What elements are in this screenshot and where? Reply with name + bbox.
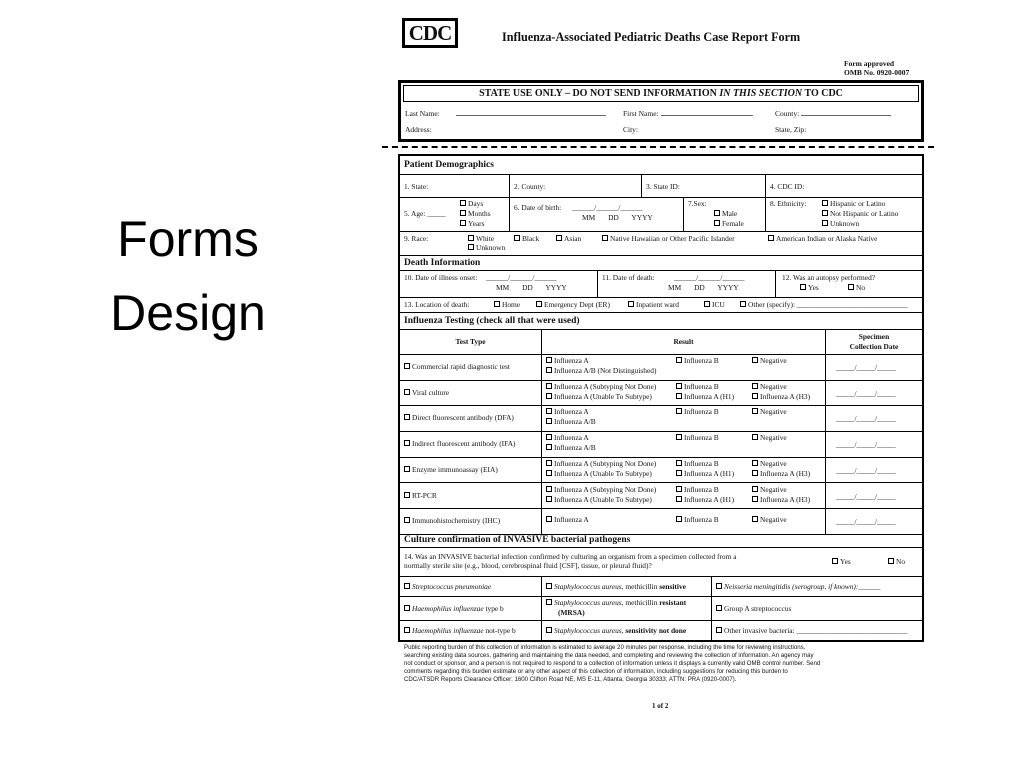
state-zip-label: State, Zip: xyxy=(775,125,807,134)
checkbox[interactable] xyxy=(752,496,758,502)
checkbox[interactable] xyxy=(752,486,758,492)
checkbox[interactable] xyxy=(460,220,466,226)
specimen-date-cell[interactable] xyxy=(826,431,922,457)
checkbox[interactable] xyxy=(714,210,720,216)
demographics-row-2 xyxy=(400,197,922,232)
test-type-label: Viral culture xyxy=(412,387,450,397)
checkbox[interactable] xyxy=(404,363,410,369)
race-asian[interactable]: Asian xyxy=(556,234,581,244)
result-option-label: Influenza A (Subtyping Not Done) xyxy=(554,458,657,468)
result-option-label: Influenza A xyxy=(554,515,589,525)
slide-title-line1: Forms xyxy=(117,211,259,267)
group-a-strep[interactable]: Group A streptococcus xyxy=(712,596,922,620)
checkbox[interactable] xyxy=(546,434,552,440)
checkbox[interactable] xyxy=(822,220,828,226)
checkbox[interactable] xyxy=(546,357,552,363)
burden-line: Public reporting burden of this collection of information is estimated to average 20 minutes per response, including the time for reviewing instructions, xyxy=(404,644,806,651)
specimen-date-cell[interactable] xyxy=(826,354,922,380)
result-option[interactable] xyxy=(752,515,787,525)
specimen-date-blank: _____/_____/_____ xyxy=(836,517,896,527)
result-option[interactable] xyxy=(752,382,787,392)
state-zip-field[interactable] xyxy=(775,125,806,134)
test-type-cell[interactable] xyxy=(400,508,542,534)
checkbox[interactable] xyxy=(546,460,552,466)
q14-line2: normally sterile site (e.g., blood, cerebrospinal fluid [CSF], tissue, or pleural fluid)? xyxy=(404,561,652,570)
result-option[interactable] xyxy=(546,515,589,525)
result-option[interactable] xyxy=(676,485,719,495)
result-option[interactable] xyxy=(546,366,656,376)
age-cell xyxy=(400,197,510,231)
checkbox[interactable] xyxy=(676,408,682,414)
result-option[interactable] xyxy=(752,485,787,495)
dob-blank: ______/______/______ xyxy=(572,203,643,212)
test-type-label: RT-PCR xyxy=(412,490,437,500)
result-option[interactable] xyxy=(546,356,589,366)
test-type-label: Commercial rapid diagnostic test xyxy=(412,362,510,371)
checkbox[interactable] xyxy=(468,244,474,250)
death-date-format: MM DD YYYY xyxy=(668,283,739,292)
form-approval xyxy=(844,59,909,77)
other-invasive-bacteria[interactable]: Other invasive bacteria: ______________________________ xyxy=(712,620,922,640)
testing-heading: Influenza Testing (check all that were used) xyxy=(400,316,922,330)
state-heading-a: STATE USE ONLY – DO NOT SEND INFORMATION xyxy=(479,88,720,99)
q14-yes[interactable]: Yes xyxy=(832,557,851,567)
approved-line1: Form approved xyxy=(844,59,895,68)
checkbox[interactable] xyxy=(716,605,722,611)
checkbox[interactable] xyxy=(740,301,746,307)
checkbox[interactable] xyxy=(556,235,562,241)
death-date-blank: ______/______/______ xyxy=(674,273,745,282)
specimen-date-cell[interactable] xyxy=(826,380,922,406)
first-name-label: First Name: xyxy=(623,109,659,118)
result-option-label: Influenza A (H1) xyxy=(684,468,735,478)
result-option[interactable] xyxy=(546,485,656,495)
neisseria[interactable]: Neisseria meningitidis (serogroup, if known):______ xyxy=(712,576,922,596)
checkbox[interactable] xyxy=(546,583,552,589)
age-years[interactable]: Years xyxy=(460,219,485,229)
culture-row-3 xyxy=(400,620,922,640)
last-name-field[interactable] xyxy=(405,108,606,118)
specimen-date-blank: _____/_____/_____ xyxy=(836,388,896,398)
test-type-cell[interactable] xyxy=(400,380,542,406)
address-label: Address: xyxy=(405,125,432,134)
checkbox[interactable] xyxy=(404,414,410,420)
checkbox[interactable] xyxy=(546,486,552,492)
death-date-cell[interactable] xyxy=(598,271,776,297)
checkbox[interactable] xyxy=(752,434,758,440)
city-label: City: xyxy=(623,125,639,134)
result-option[interactable] xyxy=(546,382,656,392)
checkbox[interactable] xyxy=(460,200,466,206)
checkbox[interactable] xyxy=(628,301,634,307)
culture-row-2 xyxy=(400,596,922,621)
result-option-label: Influenza A (Subtyping Not Done) xyxy=(554,381,657,391)
result-option-label: Influenza A/B xyxy=(554,417,596,427)
checkbox[interactable] xyxy=(768,235,774,241)
case-report-form xyxy=(398,14,924,714)
burden-line: searching existing data sources, gathering and maintaining the data needed, and completing and reviewing the collection of information. An agency may xyxy=(404,652,814,660)
checkbox[interactable] xyxy=(752,460,758,466)
checkbox[interactable] xyxy=(676,383,682,389)
strep-pneumoniae[interactable] xyxy=(400,576,542,596)
age-days[interactable]: Days xyxy=(460,199,483,209)
result-option-label: Influenza B xyxy=(684,407,719,417)
onset-format: MM DD YYYY xyxy=(496,283,567,292)
checkbox[interactable] xyxy=(404,492,410,498)
result-option-label: Influenza A xyxy=(554,433,589,443)
county-field[interactable] xyxy=(775,108,891,118)
result-option-label: Influenza A (H3) xyxy=(760,468,811,478)
sex-label: 7.Sex: xyxy=(688,199,707,208)
result-option[interactable] xyxy=(546,495,652,505)
dob-label: 6. Date of birth: xyxy=(514,203,562,212)
checkbox[interactable] xyxy=(716,627,722,633)
test-type-cell[interactable] xyxy=(400,354,542,380)
result-option-label: Influenza A xyxy=(554,356,589,365)
test-type-cell[interactable] xyxy=(400,457,542,483)
test-type-label: Enzyme immunoassay (EIA) xyxy=(412,464,498,474)
checkbox[interactable] xyxy=(404,627,410,633)
location-icu[interactable]: ICU xyxy=(704,300,725,310)
result-option[interactable] xyxy=(752,495,810,505)
culture-heading: Culture confirmation of INVASIVE bacterial pathogens xyxy=(400,534,922,548)
death-row-1 xyxy=(400,271,922,298)
result-option[interactable] xyxy=(752,433,787,443)
race-black[interactable]: Black xyxy=(514,234,539,244)
result-cell xyxy=(542,354,826,380)
age-label: 5. Age: _____ xyxy=(404,209,446,218)
result-option-label: Influenza A (Unable To Subtype) xyxy=(554,494,652,504)
specimen-date-blank: _____/_____/_____ xyxy=(836,363,896,372)
state-heading-c: TO CDC xyxy=(802,88,843,99)
autopsy-cell xyxy=(776,271,922,297)
test-type-header: Test Type xyxy=(400,330,542,354)
checkbox[interactable] xyxy=(404,440,410,446)
result-cell xyxy=(542,457,826,483)
testing-header-row xyxy=(400,330,922,355)
cdc-logo: CDC xyxy=(402,18,458,48)
result-cell xyxy=(542,405,826,431)
haemophilus-not-type-b[interactable]: Haemophilus influenzae not-type b xyxy=(400,620,542,640)
slide-title xyxy=(90,202,286,350)
county-label: County: xyxy=(775,109,800,118)
checkbox[interactable] xyxy=(546,383,552,389)
race-american-indian[interactable]: American Indian or Alaska Native xyxy=(768,234,877,244)
checkbox[interactable] xyxy=(676,357,682,363)
staph-resistant[interactable]: Staphylococcus aureus, methicillin resistant (MRSA) xyxy=(542,596,712,620)
city-field[interactable] xyxy=(623,125,638,134)
q14-no[interactable]: No xyxy=(888,557,905,567)
result-header: Result xyxy=(542,330,826,354)
staph-sensitivity-not-done[interactable]: Staphylococcus aureus, sensitivity not done xyxy=(542,620,712,640)
result-option[interactable] xyxy=(676,495,734,505)
haemophilus-type-b[interactable]: Haemophilus influenzae type b xyxy=(400,596,542,620)
result-option-label: Influenza A (H3) xyxy=(760,494,811,504)
result-option[interactable] xyxy=(676,382,719,392)
checkbox[interactable] xyxy=(460,210,466,216)
race-pacific-islander[interactable]: Native Hawaiian or Other Pacific Islander xyxy=(602,234,735,244)
result-cell xyxy=(542,483,826,509)
result-option[interactable] xyxy=(546,407,589,417)
checkbox[interactable] xyxy=(468,235,474,241)
result-option[interactable] xyxy=(546,459,656,469)
location-er[interactable]: Emergency Dept (ER) xyxy=(536,300,610,310)
checkbox[interactable] xyxy=(752,516,758,522)
checkbox[interactable] xyxy=(546,496,552,502)
result-option[interactable] xyxy=(676,356,719,366)
result-option-label: Influenza A (H1) xyxy=(684,391,735,401)
result-option-label: Influenza B xyxy=(684,356,719,365)
result-option[interactable] xyxy=(752,356,787,366)
result-option-label: Influenza B xyxy=(684,484,719,494)
test-row xyxy=(400,354,922,381)
main-form xyxy=(398,154,924,642)
form-title: Influenza-Associated Pediatric Deaths Case Report Form xyxy=(502,30,801,44)
result-option-label: Negative xyxy=(760,433,787,443)
specimen-date-blank: _____/_____/_____ xyxy=(836,491,896,501)
test-row xyxy=(400,431,922,458)
checkbox[interactable] xyxy=(676,434,682,440)
checkbox[interactable] xyxy=(676,516,682,522)
state-use-heading xyxy=(403,85,919,102)
result-option-label: Influenza A (Unable To Subtype) xyxy=(554,468,652,478)
result-option-label: Negative xyxy=(760,458,787,468)
result-option-label: Negative xyxy=(760,515,787,525)
checkbox[interactable] xyxy=(848,284,854,290)
result-option-label: Influenza A (Subtyping Not Done) xyxy=(554,484,657,494)
specimen-date-cell[interactable] xyxy=(826,405,922,431)
result-option-label: Negative xyxy=(760,484,787,494)
county-cell[interactable]: 2. County: xyxy=(510,175,642,197)
checkbox[interactable] xyxy=(676,496,682,502)
state-use-section xyxy=(398,80,924,142)
dob-format: MM DD YYYY xyxy=(582,213,653,222)
culture-row-1 xyxy=(400,576,922,597)
location-row xyxy=(400,297,922,313)
checkbox[interactable] xyxy=(546,367,552,373)
checkbox[interactable] xyxy=(676,460,682,466)
checkbox[interactable] xyxy=(404,605,410,611)
checkbox[interactable] xyxy=(888,558,894,564)
specimen-date-blank: _____/_____/_____ xyxy=(836,414,896,424)
sex-female[interactable]: Female xyxy=(714,219,744,229)
checkbox[interactable] xyxy=(546,408,552,414)
checkbox[interactable] xyxy=(832,558,838,564)
page-number: 1 of 2 xyxy=(652,702,669,710)
ethnicity-label: 8. Ethnicity: xyxy=(770,199,807,208)
result-option[interactable] xyxy=(752,469,810,479)
ethnicity-unknown[interactable]: Unknown xyxy=(822,219,859,229)
checkbox[interactable] xyxy=(714,220,720,226)
test-type-label: Direct fluorescent antibody (DFA) xyxy=(412,413,514,423)
result-option-label: Influenza B xyxy=(684,433,719,443)
checkbox[interactable] xyxy=(752,393,758,399)
autopsy-label: 12. Was an autopsy performed? xyxy=(782,273,876,282)
state-id-cell[interactable]: 3. State ID: xyxy=(642,175,766,197)
checkbox[interactable] xyxy=(676,470,682,476)
result-option-label: Influenza A (H3) xyxy=(760,391,811,401)
checkbox[interactable] xyxy=(404,466,410,472)
result-option[interactable] xyxy=(676,407,719,417)
result-option-label: Influenza B xyxy=(684,515,719,525)
specimen-date-cell[interactable] xyxy=(826,483,922,509)
test-type-cell[interactable] xyxy=(400,483,542,509)
checkbox[interactable] xyxy=(752,357,758,363)
checkbox[interactable] xyxy=(404,389,410,395)
checkbox[interactable] xyxy=(546,470,552,476)
checkbox[interactable] xyxy=(404,583,410,589)
result-option[interactable] xyxy=(676,469,734,479)
result-option[interactable] xyxy=(546,417,596,427)
result-option[interactable] xyxy=(752,407,787,417)
cut-line xyxy=(382,146,934,148)
checkbox[interactable] xyxy=(546,516,552,522)
burden-line: comments regarding this burden estimate or any other aspect of this collection of information, including suggestions for reducing this burden to xyxy=(404,668,788,676)
first-name-field[interactable] xyxy=(623,108,753,118)
race-row xyxy=(400,231,922,256)
result-option[interactable] xyxy=(752,459,787,469)
checkbox[interactable] xyxy=(546,599,552,605)
test-row xyxy=(400,508,922,535)
result-option[interactable] xyxy=(752,392,810,402)
result-option-label: Influenza A/B xyxy=(554,443,596,453)
result-cell xyxy=(542,508,826,534)
result-option-label: Influenza B xyxy=(684,458,719,468)
result-option[interactable] xyxy=(676,515,719,525)
test-type-cell[interactable] xyxy=(400,431,542,457)
result-option-label: Influenza A (Unable To Subtype) xyxy=(554,391,652,401)
state-cell[interactable]: 1. State: xyxy=(400,175,510,197)
last-name-label: Last Name: xyxy=(405,109,440,118)
checkbox[interactable] xyxy=(536,301,542,307)
staph-sensitive[interactable]: Staphylococcus aureus, methicillin sensitive xyxy=(542,576,712,596)
test-row xyxy=(400,457,922,484)
address-field[interactable] xyxy=(405,125,432,134)
result-option[interactable] xyxy=(676,392,734,402)
sex-cell xyxy=(684,197,766,231)
onset-cell[interactable] xyxy=(400,271,598,297)
autopsy-yes[interactable]: Yes xyxy=(800,283,819,293)
ethnicity-not-hispanic[interactable]: Not Hispanic or Latino xyxy=(822,209,898,219)
checkbox[interactable] xyxy=(514,235,520,241)
checkbox[interactable] xyxy=(546,627,552,633)
location-home[interactable]: Home xyxy=(494,300,520,310)
result-cell xyxy=(542,380,826,406)
ethnicity-cell xyxy=(766,197,922,231)
autopsy-no[interactable]: No xyxy=(848,283,865,293)
result-option[interactable] xyxy=(676,459,719,469)
result-option-label: Negative xyxy=(760,356,787,365)
race-unknown[interactable]: Unknown xyxy=(468,243,505,253)
burden-statement xyxy=(404,644,924,684)
specimen-header-line2: Collection Date xyxy=(849,341,899,351)
result-option-label: Influenza A (H1) xyxy=(684,494,735,504)
q14-row xyxy=(400,548,922,577)
location-label: 13. Location of death: xyxy=(404,300,470,309)
race-white[interactable]: White xyxy=(468,234,494,244)
checkbox[interactable] xyxy=(676,486,682,492)
sex-male[interactable]: Male xyxy=(714,209,737,219)
checkbox[interactable] xyxy=(822,210,828,216)
checkbox[interactable] xyxy=(676,393,682,399)
age-months[interactable]: Months xyxy=(460,209,491,219)
checkbox[interactable] xyxy=(752,470,758,476)
onset-blank: ______/______/______ xyxy=(486,273,557,282)
test-type-label: Immunohistochemistry (IHC) xyxy=(412,516,501,526)
result-option[interactable] xyxy=(546,433,589,443)
checkbox[interactable] xyxy=(752,383,758,389)
specimen-date-cell[interactable] xyxy=(826,457,922,483)
result-option[interactable] xyxy=(676,433,719,443)
demographics-row-1 xyxy=(400,175,922,198)
checkbox[interactable] xyxy=(546,393,552,399)
checkbox[interactable] xyxy=(404,517,410,523)
checkbox[interactable] xyxy=(546,444,552,450)
test-row xyxy=(400,483,922,510)
checkbox[interactable] xyxy=(822,200,828,206)
test-type-label: Indirect fluorescent antibody (IFA) xyxy=(412,439,516,449)
test-row xyxy=(400,380,922,407)
race-label: 9. Race: xyxy=(404,234,429,243)
location-inpatient[interactable]: Inpatient ward xyxy=(628,300,679,310)
specimen-header-line1: Specimen xyxy=(858,332,890,341)
specimen-date-cell[interactable] xyxy=(826,508,922,534)
burden-line: CDC/ATSDR Reports Clearance Officer; 1600 Clifton Road NE, MS E-11, Atlanta, Georgia 30333; ATTN: PRA (0920-0007). xyxy=(404,676,737,684)
death-date-label: 11. Date of death: xyxy=(602,273,655,282)
checkbox[interactable] xyxy=(546,418,552,424)
ethnicity-hispanic[interactable]: Hispanic or Latino xyxy=(822,199,885,209)
result-option[interactable] xyxy=(546,469,652,479)
demographics-heading: Patient Demographics xyxy=(400,160,922,175)
state-heading-b: IN THIS SECTION xyxy=(719,88,803,99)
checkbox[interactable] xyxy=(704,301,710,307)
checkbox[interactable] xyxy=(494,301,500,307)
checkbox[interactable] xyxy=(716,583,722,589)
result-option-label: Influenza B xyxy=(684,381,719,391)
slide-title-line2: Design xyxy=(110,285,266,341)
specimen-header xyxy=(826,330,922,354)
test-type-cell[interactable] xyxy=(400,405,542,431)
test-row xyxy=(400,405,922,432)
checkbox[interactable] xyxy=(602,235,608,241)
result-option[interactable] xyxy=(546,392,652,402)
approved-line2: OMB No. 0920-0007 xyxy=(844,68,910,77)
location-other[interactable]: Other (specify): ______________________________ xyxy=(740,300,908,310)
result-option-label: Negative xyxy=(760,381,787,391)
checkbox[interactable] xyxy=(800,284,806,290)
dob-cell[interactable] xyxy=(510,197,684,231)
result-option-label: Influenza A/B (Not Distinguished) xyxy=(554,366,657,375)
result-option-label: Negative xyxy=(760,407,787,417)
result-cell xyxy=(542,431,826,457)
onset-label: 10. Date of illness onset: xyxy=(404,273,478,282)
q14-line1: 14. Was an INVASIVE bacterial infection confirmed by culturing an organism from a specimen collected from a xyxy=(404,552,737,561)
specimen-date-blank: _____/_____/_____ xyxy=(836,440,896,450)
burden-line: not conduct or sponsor, and a person is not required to respond to a collection of information unless it displays a currently valid OMB control number. Send xyxy=(404,660,821,668)
result-option[interactable] xyxy=(546,443,596,453)
death-heading: Death Information xyxy=(400,258,922,271)
result-option-label: Influenza A xyxy=(554,407,589,417)
cdc-id-cell[interactable]: 4. CDC ID: xyxy=(770,182,805,191)
strep-pneumoniae-label: Streptococcus pneumoniae xyxy=(412,582,492,591)
specimen-date-blank: _____/_____/_____ xyxy=(836,465,896,475)
checkbox[interactable] xyxy=(752,408,758,414)
